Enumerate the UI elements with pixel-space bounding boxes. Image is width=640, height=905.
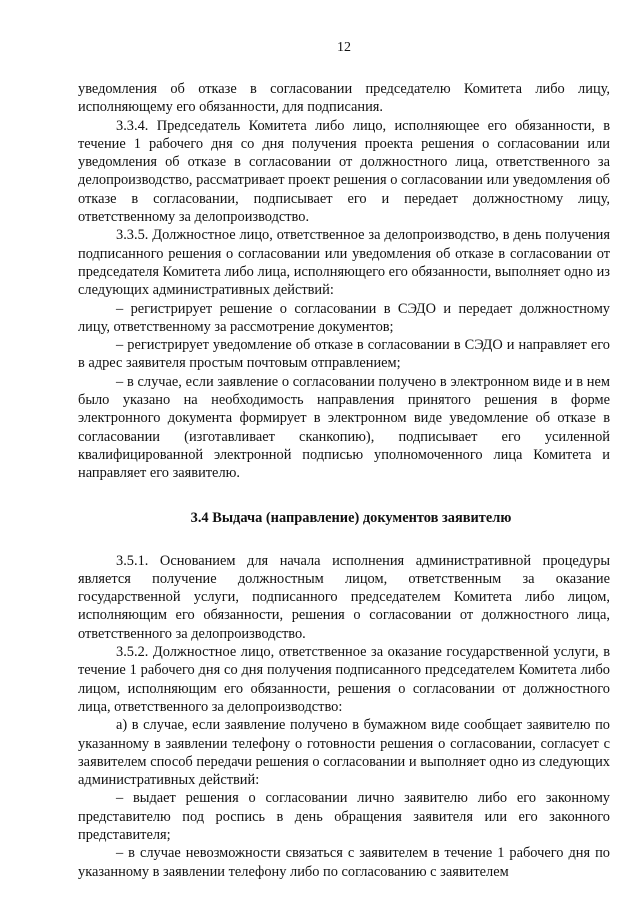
section-issuance [78,552,610,881]
list-item-electronic-refusal: – в случае, если заявление о согласовании получено в электронном виде и в нем было указано на необходимость направления принятого решения в форме электронного документа формирует в электронном виде уведомление об отказе в согласовании (изготавливает сканкопию), подписывает его усиленной квалифицированной электронной подписью уполномоченного лица Комитета и направляет его заявителю. [78,373,610,482]
list-item-unable-to-contact: – в случае невозможности связаться с заявителем в течение 1 рабочего дня по указанному в заявлении телефону либо по согласованию с заявителем [78,845,610,880]
paragraph-3-3-4: 3.3.4. Председатель Комитета либо лицо, исполняющее его обязанности, в течение 1 рабочего дня со дня получения проекта решения о согласовании или уведомления об отказе в согласовании от должностного лица, ответственного за делопроизводство, рассматривает проект решения о согласовании или уведомления об отказе в согласовании, подписывает его и передает должностному лицу, ответственному за делопроизводство. [78,117,610,226]
document-page [78,40,610,881]
paragraph-3-5-2: 3.5.2. Должностное лицо, ответственное за оказание государственной услуги, в течение 1 рабочего дня со дня получения подписанного председателем Комитета либо лицом, исполняющим его обязанности, решения о согласовании от должностного лица, ответственного за делопроизводство: [78,644,610,715]
page-number: 12 [337,40,351,55]
list-item-register-decision: – регистрирует решение о согласовании в СЭДО и передает должностному лицу, ответственному за рассмотрение документов; [78,300,610,335]
list-item-issue-in-person: – выдает решения о согласовании лично заявителю либо его законному представителю под роспись в день обращения заявителя или его законного представителя; [78,790,610,843]
section-procedures-continued [78,80,610,483]
section-heading: 3.4 Выдача (направление) документов заявителю [190,509,512,526]
paragraph-continuation: уведомления об отказе в согласовании председателю Комитета либо лицу, исполняющему его обязанности, для подписания. [78,81,610,116]
paragraph-item-a: а) в случае, если заявление получено в бумажном виде сообщает заявителю по указанному в заявлении телефону о готовности решения о согласовании, согласует с заявителем способ передачи решения о согласовании и выполняет одно из следующих административных действий: [78,717,610,789]
list-item-register-refusal: – регистрирует уведомление об отказе в согласовании в СЭДО и направляет его в адрес заявителя простым почтовым отправлением; [78,337,610,372]
paragraph-3-3-5: 3.3.5. Должностное лицо, ответственное за делопроизводство, в день получения подписанного решения о согласовании или уведомления об отказе в согласовании от председателя Комитета либо лица, исполняющего его обязанности, выполняет одно из следующих административных действий: [78,227,610,299]
paragraph-3-5-1: 3.5.1. Основанием для начала исполнения административной процедуры является получение должностным лицом, ответственным за оказание государственной услуги, подписанного председателем Комитета либо лицом, исполняющим его обязанности, решения о согласовании от должностного лица, ответственного за делопроизводство. [78,552,610,642]
